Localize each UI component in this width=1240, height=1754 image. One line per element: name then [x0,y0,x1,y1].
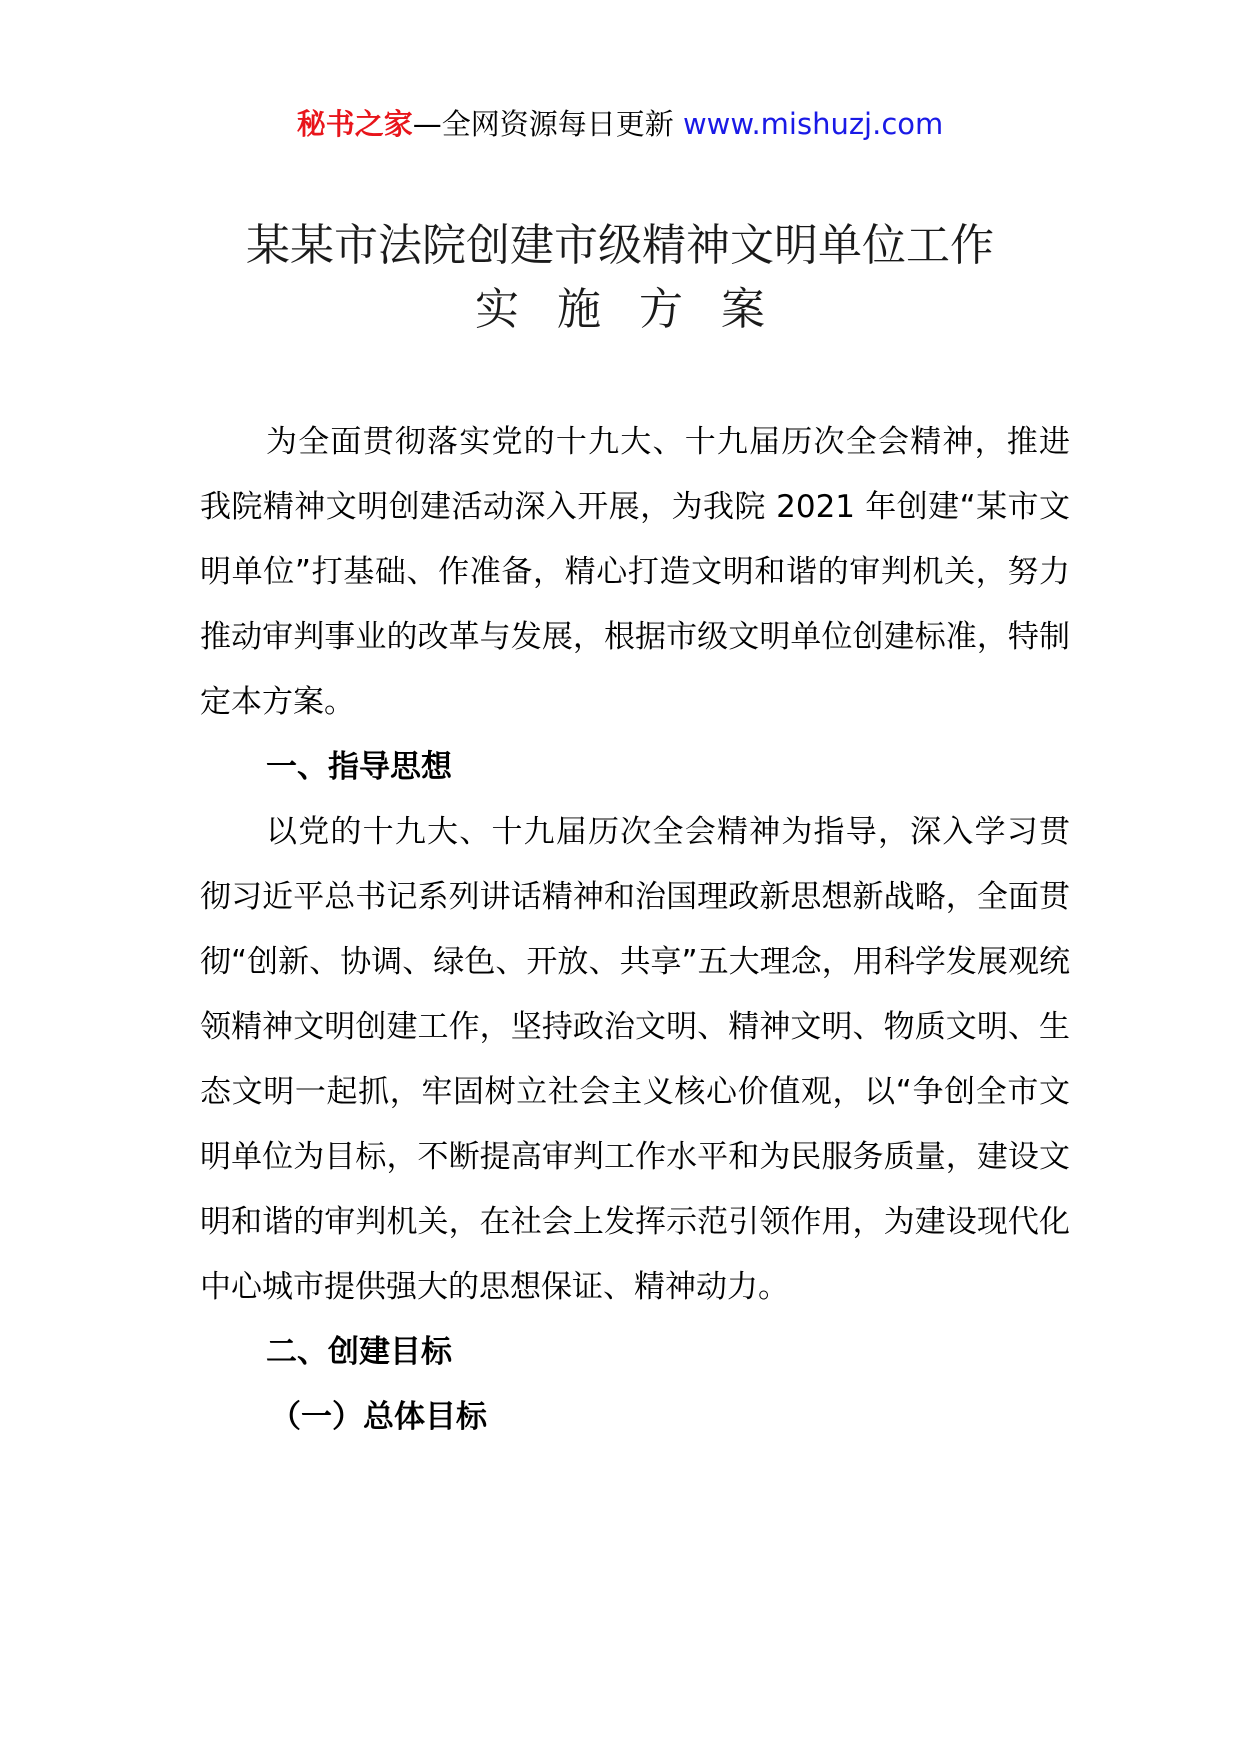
document-body [200,410,1070,1450]
section1-heading: 一、指导思想 [266,749,452,785]
document-title-line1: 某某市法院创建市级精神文明单位工作 [246,220,994,271]
document-title-line2: 实施方案 [475,284,803,335]
section2-heading: 二、创建目标 [266,1334,452,1370]
section1-paragraph: 以党的十九大、十九届历次全会精神为指导，深入学习贯彻习近平总书记系列讲话精神和治国理政新思想新战略，全面贯彻“创新、协调、绿色、开放、共享”五大理念，用科学发展观统领精神文明创建工作，坚持政治文明、精神文明、物质文明、生态文明一起抓，牢固树立社会主义核心价值观，以“争创全市文明单位为目标，不断提高审判工作水平和为民服务质量，建设文明和谐的审判机关，在社会上发挥示范引领作用，为建设现代化中心城市提供强大的思想保证、精神动力。 [200,814,1070,1305]
intro-paragraph: 为全面贯彻落实党的十九大、十九届历次全会精神，推进我院精神文明创建活动深入开展，为我院 2021 年创建“某市文明单位”打基础、作准备，精心打造文明和谐的审判机关，努力推动审判事业的改革与发展，根据市级文明单位创建标准，特制定本方案。 [200,424,1070,720]
site-url-link[interactable]: www.mishuzj.com [682,107,944,141]
section2-subheading: （一）总体目标 [270,1399,487,1435]
site-header [0,100,1240,148]
site-slogan: —全网资源每日更新 [412,107,683,141]
site-brand: 秘书之家 [296,107,413,141]
